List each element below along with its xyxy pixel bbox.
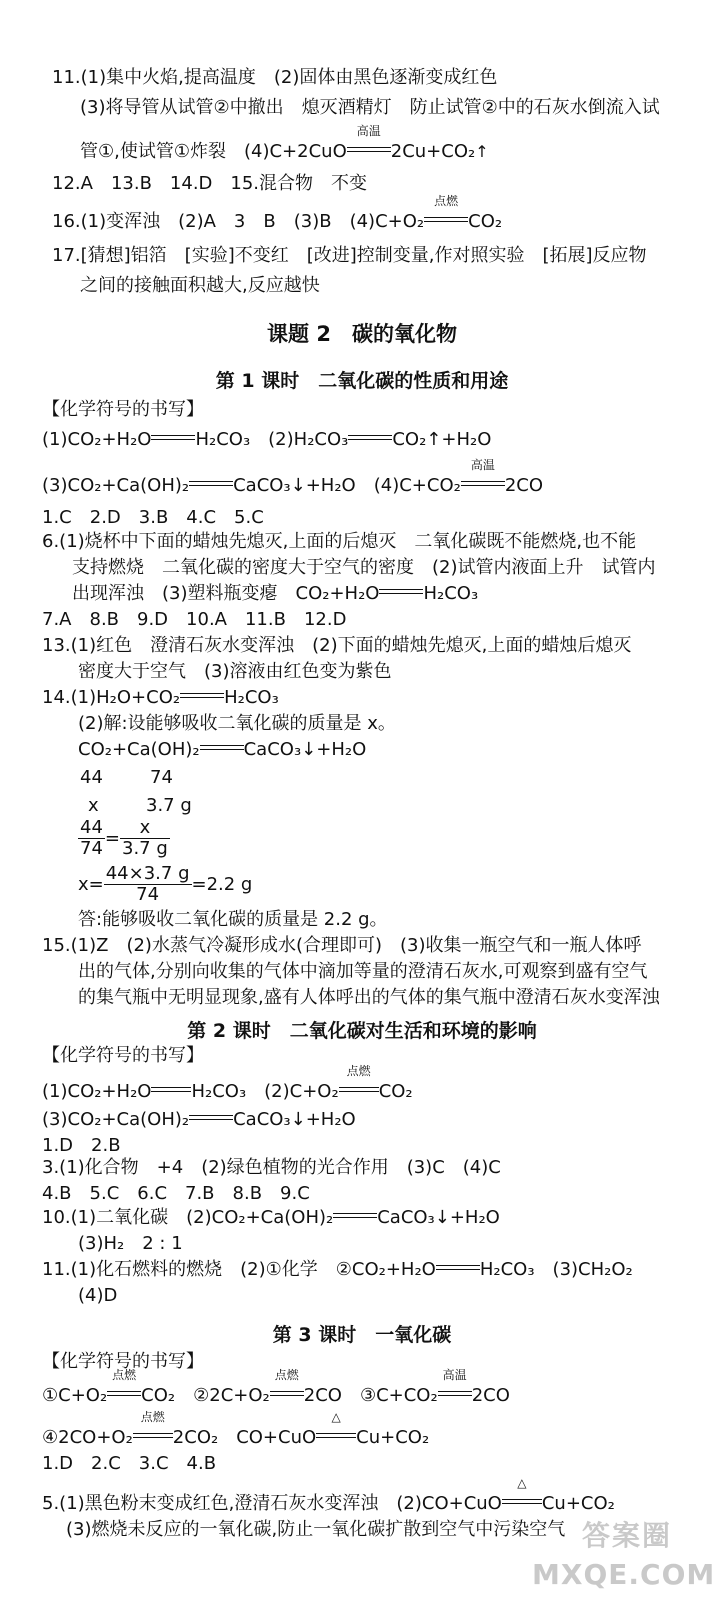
lesson1-answer-6-line3: 出现浑浊 (3)塑料瓶变瘪 CO₂+H₂O H₂CO₃ — [72, 583, 479, 604]
lesson2-eq2: (3)CO₂+Ca(OH)₂ CaCO₃↓+H₂O — [42, 1109, 356, 1130]
lesson1-title: 第 1 课时 二氧化碳的性质和用途 — [215, 370, 509, 392]
answer-11-line1: 11.(1)集中火焰,提高温度 (2)固体由黑色逐渐变成红色 — [52, 67, 498, 88]
answer-17-line1: 17.[猜想]铝箔 [实验]不变红 [改进]控制变量,作对照实验 [拓展]反应物 — [52, 245, 647, 266]
lesson2-answer-3: 3.(1)化合物 +4 (2)绿色植物的光合作用 (3)C (4)C — [42, 1157, 501, 1178]
lesson2-answer-11-line1: 11.(1)化石燃料的燃烧 (2)①化学 ②CO₂+H₂O H₂CO₃ (3)CH₂O₂ — [42, 1259, 633, 1280]
answer-11-line2: (3)将导管从试管②中撤出 熄灭酒精灯 防止试管②中的石灰水倒流入试 — [80, 97, 660, 118]
lesson2-answer-10-line2: (3)H₂ 2 : 1 — [78, 1233, 183, 1254]
answer-16: 16.(1)变浑浊 (2)A 3 B (3)B (4)C+O₂ 点燃 CO₂ — [52, 194, 503, 232]
ignite-condition: 点燃 — [424, 210, 468, 234]
lesson1-answer-13-line2: 密度大于空气 (3)溶液由红色变为紫色 — [78, 661, 392, 682]
lesson1-answer-15-line2: 出的气体,分别向收集的气体中滴加等量的澄清石灰水,可观察到盛有空气 — [78, 961, 648, 982]
answer-12-15: 12.A 13.B 14.D 15.混合物 不变 — [52, 173, 368, 194]
lesson3-answer-5-line2: (3)燃烧未反应的一氧化碳,防止一氧化碳扩散到空气中污染空气 — [66, 1519, 566, 1540]
lesson3-eq2: ④2CO+O₂ 点燃 2CO₂ CO+CuO △ Cu+CO₂ — [42, 1410, 430, 1448]
given-mass: 3.7 g — [146, 795, 192, 816]
lesson1-section-label: 【化学符号的书写】 — [42, 399, 204, 420]
lesson1-answer-14-solution: (2)解:设能够吸收二氧化碳的质量是 x。 — [78, 713, 396, 734]
lesson3-eq1: ①C+O₂ 点燃 CO₂ ②2C+O₂ 点燃 2CO ③C+CO₂ 高温 2CO — [42, 1368, 510, 1406]
proportion-equation: $\frac{44}{74}$ = $\frac{x}{3.7 g}$ — [80, 817, 168, 859]
lesson3-section-label: 【化学符号的书写】 — [42, 1351, 204, 1372]
molar-mass-co2: 44 — [80, 767, 103, 788]
lesson3-answer-5-line1: 5.(1)黑色粉末变成红色,澄清石灰水变浑浊 (2)CO+CuO △ Cu+CO₂ — [42, 1476, 615, 1514]
answer-11-line3: 管①,使试管①炸裂 (4)C+2CuO 高温 2Cu+CO₂↑ — [80, 124, 489, 162]
lesson3-answers-1-4: 1.D 2.C 3.C 4.B — [42, 1453, 217, 1474]
lesson2-eq1: (1)CO₂+H₂O H₂CO₃ (2)C+O₂ 点燃 CO₂ — [42, 1064, 413, 1102]
answer-17-line2: 之间的接触面积越大,反应越快 — [80, 275, 320, 296]
result-equation: x= $\frac{44\times 3.7 g}{74}$ =2.2 g — [78, 863, 253, 905]
lesson3-title: 第 3 课时 一氧化碳 — [272, 1324, 452, 1346]
lesson1-answer-14-equation: CO₂+Ca(OH)₂ CaCO₃↓+H₂O — [78, 739, 367, 760]
lesson2-title: 第 2 课时 二氧化碳对生活和环境的影响 — [187, 1020, 537, 1042]
lesson1-eq2: (3)CO₂+Ca(OH)₂ CaCO₃↓+H₂O (4)C+CO₂ 高温 2CO — [42, 458, 544, 496]
lesson2-answers-4-9: 4.B 5.C 6.C 7.B 8.B 9.C — [42, 1183, 310, 1204]
lesson1-answer-6-line1: 6.(1)烧杯中下面的蜡烛先熄灭,上面的后熄灭 二氧化碳既不能燃烧,也不能 — [42, 531, 637, 552]
lesson1-answer-14-conclusion: 答:能够吸收二氧化碳的质量是 2.2 g。 — [78, 909, 388, 930]
lesson1-eq1: (1)CO₂+H₂O H₂CO₃ (2)H₂CO₃ CO₂↑+H₂O — [42, 429, 492, 450]
lesson2-answer-11-line2: (4)D — [78, 1285, 118, 1306]
lesson2-section-label: 【化学符号的书写】 — [42, 1045, 204, 1066]
lesson1-answers-7-12: 7.A 8.B 9.D 10.A 11.B 12.D — [42, 609, 347, 630]
topic-title: 课题 2 碳的氧化物 — [267, 322, 457, 346]
watermark-logo: 答案圈 MXQE.COM — [532, 1519, 716, 1591]
lesson1-answer-14-line1: 14.(1)H₂O+CO₂ H₂CO₃ — [42, 687, 279, 708]
lesson1-answer-6-line2: 支持燃烧 二氧化碳的密度大于空气的密度 (2)试管内液面上升 试管内 — [72, 557, 656, 578]
lesson1-answer-15-line3: 的集气瓶中无明显现象,盛有人体呼出的气体的集气瓶中澄清石灰水变浑浊 — [78, 987, 660, 1008]
lesson1-answer-13-line1: 13.(1)红色 澄清石灰水变浑浊 (2)下面的蜡烛先熄灭,上面的蜡烛后熄灭 — [42, 635, 632, 656]
lesson1-answer-15-line1: 15.(1)Z (2)水蒸气冷凝形成水(合理即可) (3)收集一瓶空气和一瓶人体呼 — [42, 935, 642, 956]
lesson1-answers-1-5: 1.C 2.D 3.B 4.C 5.C — [42, 507, 264, 528]
lesson2-answer-10-line1: 10.(1)二氧化碳 (2)CO₂+Ca(OH)₂ CaCO₃↓+H₂O — [42, 1207, 500, 1228]
high-temp-condition: 高温 — [347, 140, 391, 164]
unknown-x: x — [88, 795, 99, 816]
molar-mass-caoh2: 74 — [150, 767, 173, 788]
lesson2-answers-1-2: 1.D 2.B — [42, 1135, 121, 1156]
